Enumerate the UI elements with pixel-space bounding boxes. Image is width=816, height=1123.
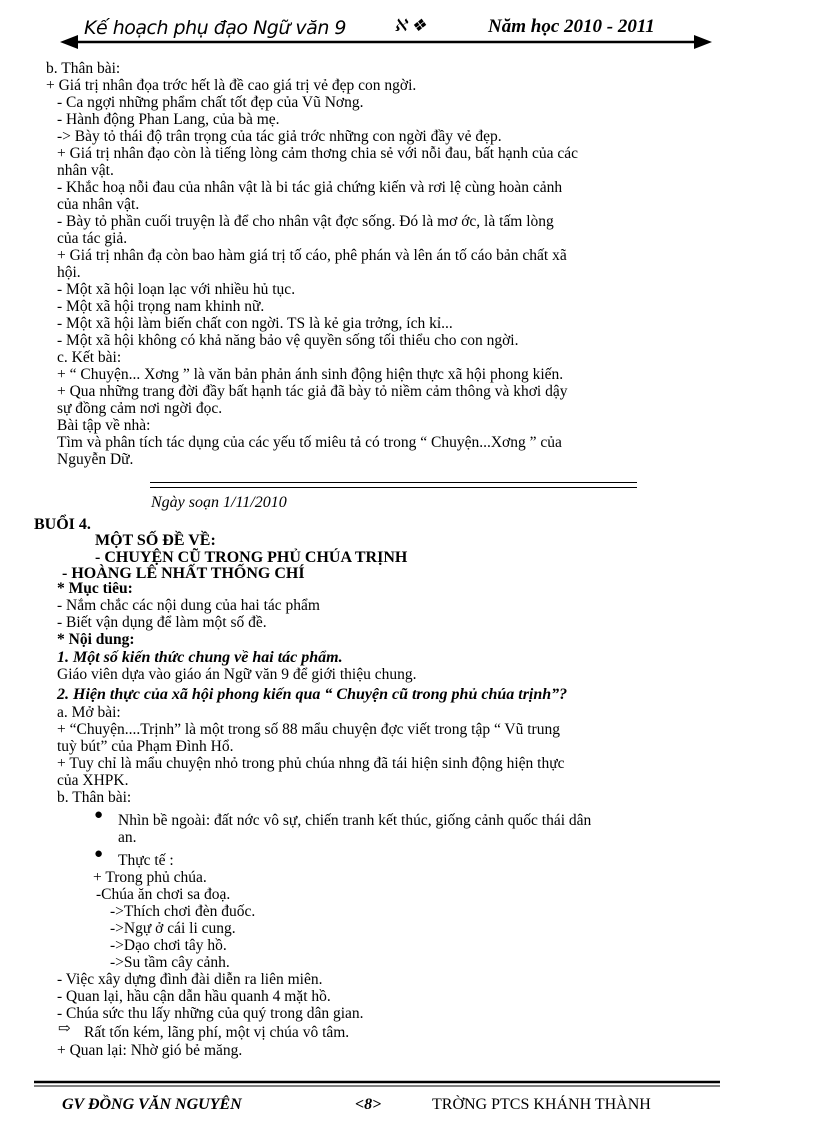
text-line: + Qua những trang đời đầy bất hạnh tác giả đã bày tỏ niềm cảm thông và khơi dậy (57, 383, 568, 400)
footer-teacher: GV ĐỒNG VĂN NGUYÊN (62, 1096, 242, 1113)
text-line: + Giá trị nhân đạo còn là tiếng lòng cảm thơng chia sẻ với nỗi đau, bất hạnh của các (57, 145, 578, 162)
header-symbol: ℵ ❖ (394, 16, 427, 35)
bullet-item-cont: an. (118, 829, 137, 846)
list-item: - Chúa sức thu lấy những của quý trong dân gian. (57, 1005, 364, 1022)
text-line: + “ Chuyện... Xơng ” là văn bản phản ánh sinh động hiện thực xã hội phong kiến. (57, 366, 564, 383)
text-line: nhân vật. (57, 162, 114, 179)
paragraph: Giáo viên dựa vào giáo án Ngữ văn 9 để giới thiệu chung. (57, 666, 417, 683)
topic-heading: MỘT SỐ ĐỀ VỀ: (95, 532, 216, 549)
text-line: - Ca ngợi những phẩm chất tốt đẹp của Vũ Nơng. (57, 94, 364, 111)
objectives-heading: * Mục tiêu: (57, 580, 133, 597)
part-label: a. Mở bài: (57, 704, 121, 721)
separator-line (150, 482, 637, 483)
list-item: -Chúa ăn chơi sa đoạ. (96, 886, 231, 903)
header-year: Năm học 2010 - 2011 (488, 16, 655, 37)
paragraph: của XHPK. (57, 772, 129, 789)
list-item: - Việc xây dựng đình đài diễn ra liên miên. (57, 971, 323, 988)
list-item: ->Dạo chơi tây hồ. (110, 937, 227, 954)
bullet-icon: ● (94, 807, 104, 823)
list-item: - Quan lại, hầu cận dẫn hầu quanh 4 mặt hồ. (57, 988, 331, 1005)
list-item: ->Ngự ở cái li cung. (110, 920, 236, 937)
text-line: - Một xã hội không có khả năng bảo vệ quyền sống tối thiểu cho con ngời. (57, 332, 519, 349)
text-line: Bài tập về nhà: (57, 417, 151, 434)
paragraph: + Tuy chỉ là mẩu chuyện nhỏ trong phủ chúa nhng đã tái hiện sinh động hiện thực (57, 755, 565, 772)
bullet-icon: ● (94, 846, 104, 862)
text-line: hội. (57, 264, 81, 281)
text-line: + Giá trị nhân đọa trớc hết là đề cao giá trị vẻ đẹp con ngời. (46, 77, 417, 94)
footer-page-number: <8> (355, 1096, 382, 1113)
separator-line (150, 487, 637, 488)
text-line: b. Thân bài: (46, 60, 121, 77)
text-line: Nguyễn Dữ. (57, 451, 134, 468)
text-line: c. Kết bài: (57, 349, 122, 366)
topic-item: - CHUYỆN CŨ TRONG PHỦ CHÚA TRỊNH (95, 549, 408, 566)
part-label: b. Thân bài: (57, 789, 132, 806)
text-line: -> Bày tỏ thái độ trân trọng của tác giả trớc những con ngời đầy vẻ đẹp. (57, 128, 502, 145)
paragraph: tuỳ bút” của Phạm Đình Hổ. (57, 738, 234, 755)
text-line: sự đồng cảm nơi ngời đọc. (57, 400, 223, 417)
list-item: + Trong phủ chúa. (93, 869, 207, 886)
text-line: - Một xã hội trọng nam khinh nữ. (57, 298, 265, 315)
conclusion-item: Rất tốn kém, lãng phí, một vị chúa vô tâm. (84, 1024, 350, 1041)
footer-rule (34, 1080, 720, 1088)
bullet-item: Nhìn bề ngoài: đất nớc vô sự, chiến tranh kết thúc, giống cảnh quốc thái dân (118, 812, 592, 829)
objective-item: - Nắm chắc các nội dung của hai tác phẩm (57, 597, 320, 614)
text-line: Tìm và phân tích tác dụng của các yếu tố miêu tả có trong “ Chuyện...Xơng ” của (57, 434, 562, 451)
arrow-right-icon: ⇨ (58, 1021, 71, 1037)
objective-item: - Biết vận dụng để làm một số đề. (57, 614, 267, 631)
text-line: - Khắc hoạ nỗi đau của nhân vật là bi tác giả chứng kiến và rơi lệ cùng hoàn cảnh (57, 179, 563, 196)
text-line: - Bày tỏ phần cuối truyện là để cho nhân vật đợc sống. Đó là mơ ớc, là tấm lòng (57, 213, 554, 230)
text-line: của tác giả. (57, 230, 128, 247)
text-line: - Một xã hội loạn lạc với nhiều hủ tục. (57, 281, 296, 298)
header-title: Kế hoạch phụ đạo Ngữ văn 9 (84, 17, 346, 39)
topic-item: - HOÀNG LÊ NHẤT THỐNG CHÍ (62, 565, 305, 582)
footer-school: TRỜNG PTCS KHÁNH THÀNH (432, 1096, 651, 1113)
text-line: - Hành động Phan Lang, của bà mẹ. (57, 111, 280, 128)
session-title: BUỔI 4. (34, 516, 91, 533)
text-line: của nhân vật. (57, 196, 140, 213)
paragraph: + “Chuyện....Trịnh” là một trong số 88 mẩu chuyện đợc viết trong tập “ Vũ trung (57, 721, 560, 738)
subheading-1: 1. Một số kiến thức chung về hai tác phẩm. (57, 649, 343, 666)
list-item: ->Su tầm cây cảnh. (110, 954, 230, 971)
list-item: + Quan lại: Nhờ gió bẻ măng. (57, 1042, 243, 1059)
date-line: Ngày soạn 1/11/2010 (151, 494, 287, 511)
bullet-item: Thực tế : (118, 852, 174, 869)
page-header (60, 14, 712, 54)
subheading-2: 2. Hiện thực của xã hội phong kiến qua “ Chuyện cũ trong phủ chúa trịnh”? (57, 686, 568, 703)
content-heading: * Nội dung: (57, 631, 135, 648)
text-line: + Giá trị nhân đạ còn bao hàm giá trị tố cáo, phê phán và lên án tố cáo bản chất xã (57, 247, 567, 264)
list-item: ->Thích chơi đèn đuốc. (110, 903, 256, 920)
text-line: - Một xã hội làm biến chất con ngời. TS là kẻ gia trởng, ích kỉ... (57, 315, 453, 332)
header-arrow-line (60, 32, 712, 52)
